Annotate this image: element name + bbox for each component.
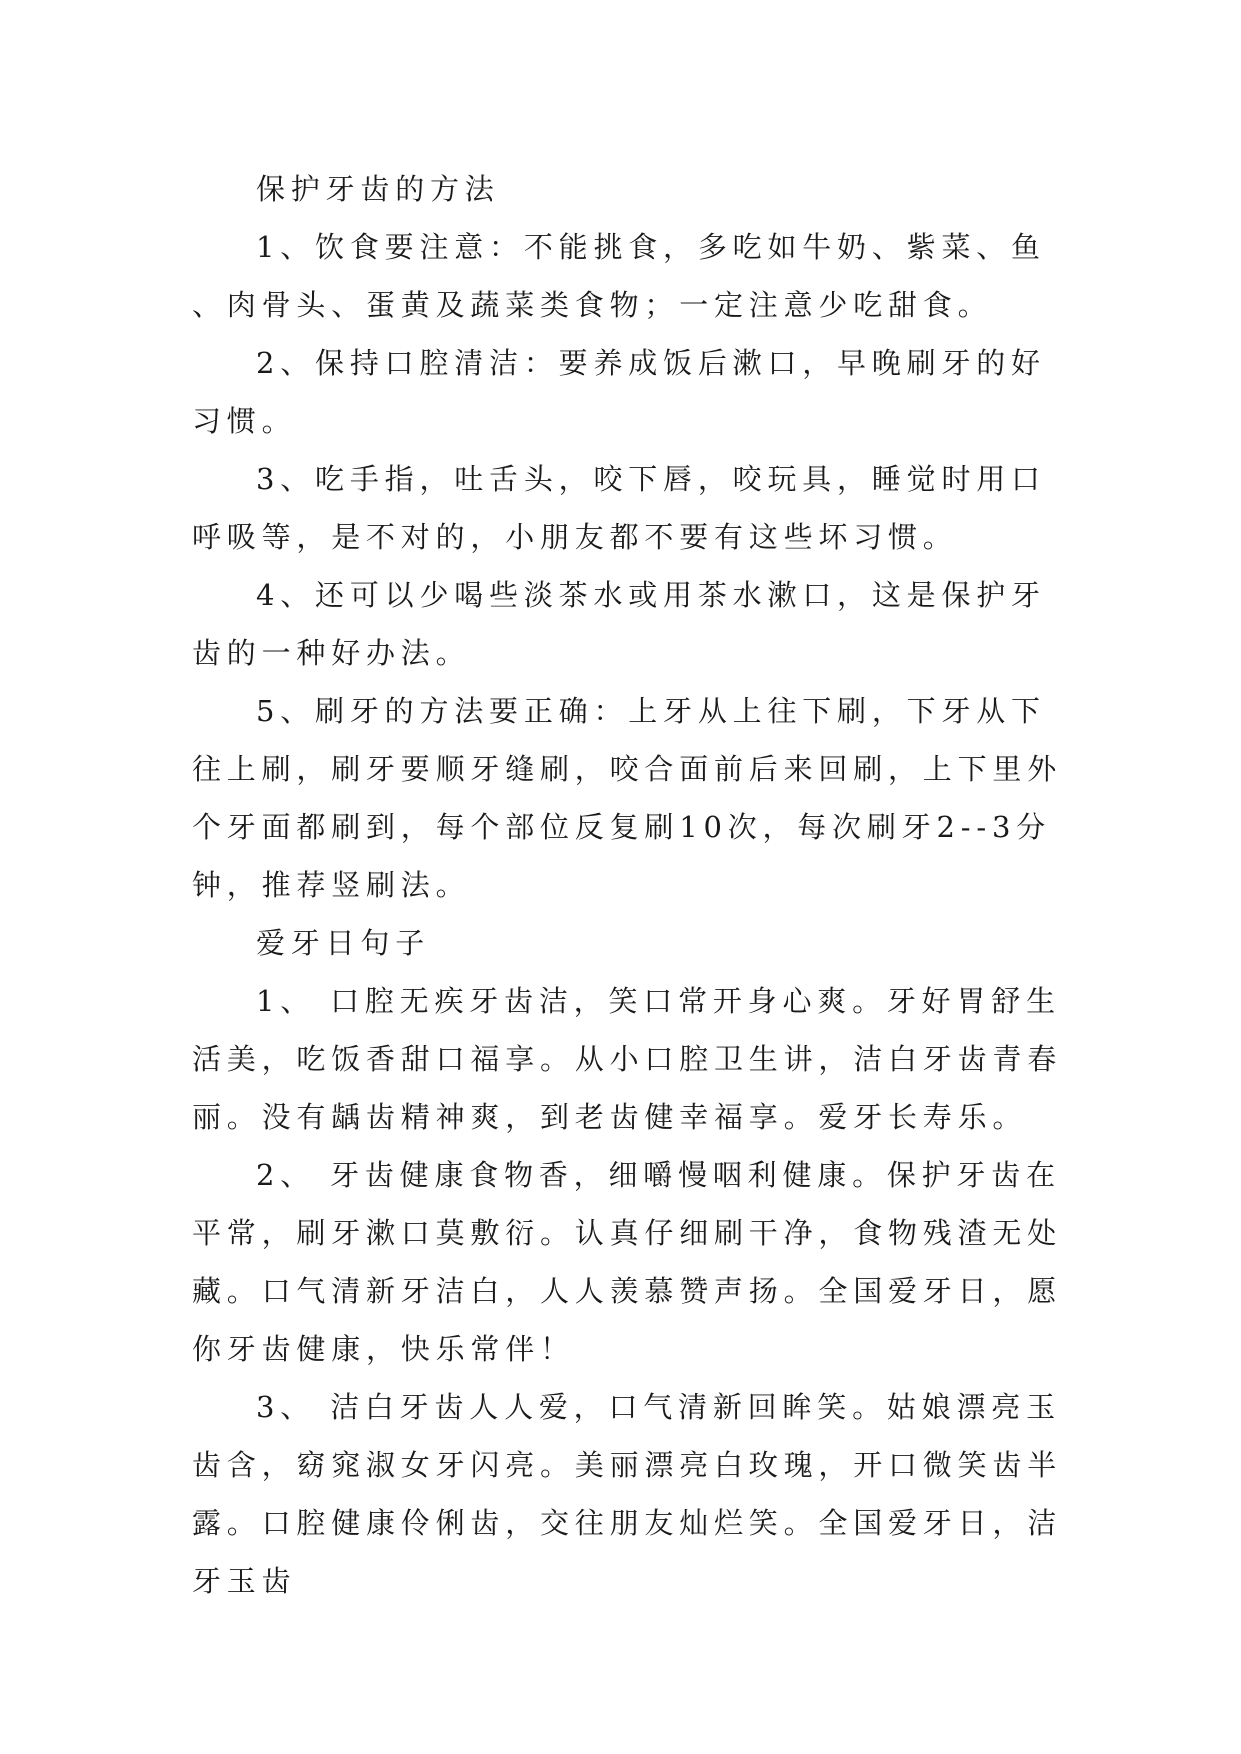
tooth-care-paragraph-3: 3、吃手指，吐舌头，咬下唇，咬玩具，睡觉时用口呼吸等，是不对的，小朋友都不要有这些坏习惯。 <box>192 462 1046 554</box>
tooth-care-paragraph-2: 2、保持口腔清洁：要养成饭后漱口，早晚刷牙的好习惯。 <box>192 346 1046 438</box>
tooth-care-paragraph-1: 1、饮食要注意：不能挑食，多吃如牛奶、紫菜、鱼、肉骨头、蛋黄及蔬菜类食物；一定注意少吃甜食。 <box>192 230 1046 322</box>
tooth-care-paragraph-4: 4、还可以少喝些淡茶水或用茶水漱口，这是保护牙齿的一种好办法。 <box>192 578 1046 670</box>
tooth-day-paragraph-3: 3、 洁白牙齿人人爱，口气清新回眸笑。姑娘漂亮玉齿含，窈窕淑女牙闪亮。美丽漂亮白玫瑰，开口微笑齿半露。口腔健康伶俐齿，交往朋友灿烂笑。全国爱牙日，洁牙玉齿 <box>192 1390 1063 1598</box>
section-heading-tooth-care: 保护牙齿的方法 <box>256 172 500 206</box>
section-heading-tooth-day: 爱牙日句子 <box>256 926 431 960</box>
document-body <box>192 160 1068 1610</box>
tooth-day-paragraph-1: 1、 口腔无疾牙齿洁，笑口常开身心爽。牙好胃舒生活美，吃饭香甜口福享。从小口腔卫生讲，洁白牙齿青春丽。没有龋齿精神爽，到老齿健幸福享。爱牙长寿乐。 <box>192 984 1063 1134</box>
tooth-day-paragraph-2: 2、 牙齿健康食物香，细嚼慢咽利健康。保护牙齿在平常，刷牙漱口莫敷衍。认真仔细刷干净，食物残渣无处藏。口气清新牙洁白，人人羡慕赞声扬。全国爱牙日，愿你牙齿健康，快乐常伴！ <box>192 1158 1063 1366</box>
tooth-care-paragraph-5: 5、刷牙的方法要正确：上牙从上往下刷，下牙从下往上刷，刷牙要顺牙缝刷，咬合面前后来回刷，上下里外个牙面都刷到，每个部位反复刷10次，每次刷牙2--3分钟，推荐竖刷法。 <box>192 694 1063 902</box>
